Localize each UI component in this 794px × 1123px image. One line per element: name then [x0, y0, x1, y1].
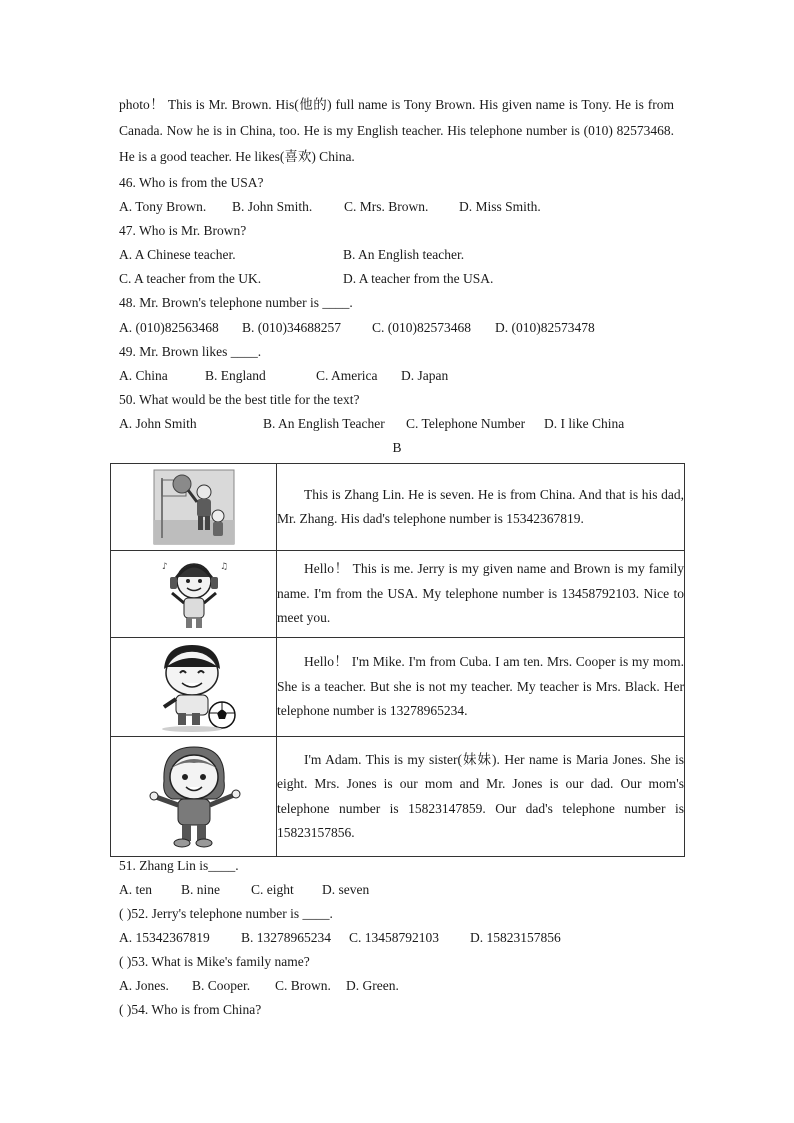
q47-option-d[interactable]: D. A teacher from the USA.	[343, 271, 494, 286]
q49-option-c[interactable]: C. America	[316, 368, 378, 383]
q53-option-d[interactable]: D. Green.	[346, 978, 399, 993]
q46-option-a[interactable]: A. Tony Brown.	[119, 199, 207, 214]
passage-mike: Hello！ I'm Mike. I'm from Cuba. I am ten. Mrs. Cooper is my mom. She is a teacher. But she is not my teacher. My teacher is Mrs. Black. Her telephone number is 13278965234.	[277, 654, 684, 719]
question-46-stem: 46. Who is from the USA?	[119, 175, 264, 190]
q47-option-b[interactable]: B. An English teacher.	[343, 247, 465, 262]
passage-a-text: photo！ This is Mr. Brown. His(他的) full name is Tony Brown. His given name is Tony. He is from Canada. Now he is in China, too. He is my English teacher. His telephone number is (010) 82573468. He is a good teacher. He likes(喜欢) China.	[119, 97, 674, 164]
girl-picture	[142, 741, 246, 853]
question-49-stem: 49. Mr. Brown likes ____.	[119, 344, 262, 359]
q50-option-c[interactable]: C. Telephone Number	[406, 416, 526, 431]
passage-zhang-lin: This is Zhang Lin. He is seven. He is from China. And that is his dad, Mr. Zhang. His dad's telephone number is 15342367819.	[277, 486, 684, 526]
q48-option-b[interactable]: B. (010)34688257	[242, 320, 341, 335]
question-47-stem: 47. Who is Mr. Brown?	[119, 223, 247, 238]
question-48-stem: 48. Mr. Brown's telephone number is ____.	[119, 295, 353, 310]
soccer-boy-picture	[146, 641, 242, 733]
q51-option-d[interactable]: D. seven	[322, 882, 370, 897]
question-52-stem: ( )52. Jerry's telephone number is ____.	[119, 906, 333, 921]
passage-adam: I'm Adam. This is my sister(妹妹). Her name is Maria Jones. She is eight. Mrs. Jones is our mom and Mr. Jones is our dad. Our mom's telephone number is 15823147859. Our dad's telephone number is 15823157856.	[277, 751, 684, 840]
q50-option-b[interactable]: B. An English Teacher	[263, 416, 385, 431]
q48-option-d[interactable]: D. (010)82573478	[495, 320, 595, 335]
headphone-boy-picture	[154, 555, 234, 633]
q51-option-a[interactable]: A. ten	[119, 882, 152, 897]
q50-option-d[interactable]: D. I like China	[544, 416, 625, 431]
table-cell-picture	[111, 737, 277, 857]
q51-option-b[interactable]: B. nine	[181, 882, 220, 897]
table-cell-text	[277, 551, 685, 638]
section-b-label: B	[392, 440, 402, 455]
q52-option-c[interactable]: C. 13458792103	[349, 930, 440, 945]
question-51-stem: 51. Zhang Lin is____.	[119, 858, 239, 873]
passage-jerry: Hello！ This is me. Jerry is my given name and Brown is my family name. I'm from the USA. My telephone number is 13458792103. Nice to meet you.	[277, 561, 684, 626]
table-cell-picture	[111, 464, 277, 551]
q53-option-b[interactable]: B. Cooper.	[192, 978, 251, 993]
question-50-stem: 50. What would be the best title for the text?	[119, 392, 360, 407]
svg-text:♫: ♫	[219, 562, 228, 572]
q53-option-c[interactable]: C. Brown.	[275, 978, 331, 993]
q50-option-a[interactable]: A. John Smith	[119, 416, 197, 431]
table-row	[111, 638, 685, 737]
q48-option-a[interactable]: A. (010)82563468	[119, 320, 219, 335]
table-cell-text	[277, 464, 685, 551]
q52-option-d[interactable]: D. 15823157856	[470, 930, 561, 945]
q48-option-c[interactable]: C. (010)82573468	[372, 320, 471, 335]
q46-option-b[interactable]: B. John Smith.	[232, 199, 313, 214]
question-53-stem: ( )53. What is Mike's family name?	[119, 954, 310, 969]
table-cell-picture	[111, 551, 277, 638]
q49-option-a[interactable]: A. China	[119, 368, 168, 383]
q53-option-a[interactable]: A. Jones.	[119, 978, 169, 993]
q52-option-a[interactable]: A. 15342367819	[119, 930, 210, 945]
basketball-kid-picture	[152, 468, 236, 546]
q52-option-b[interactable]: B. 13278965234	[241, 930, 332, 945]
q49-option-d[interactable]: D. Japan	[401, 368, 449, 383]
table-cell-text	[277, 737, 685, 857]
table-row	[111, 551, 685, 638]
svg-text:♪: ♪	[161, 562, 168, 572]
q49-option-b[interactable]: B. England	[205, 368, 266, 383]
table-cell-picture	[111, 638, 277, 737]
q46-option-d[interactable]: D. Miss Smith.	[459, 199, 541, 214]
q51-option-c[interactable]: C. eight	[251, 882, 294, 897]
passages-table	[110, 463, 685, 857]
question-54-stem: ( )54. Who is from China?	[119, 1002, 262, 1017]
table-cell-text	[277, 638, 685, 737]
table-row	[111, 464, 685, 551]
table-row	[111, 737, 685, 857]
q47-option-a[interactable]: A. A Chinese teacher.	[119, 247, 236, 262]
q46-option-c[interactable]: C. Mrs. Brown.	[344, 199, 429, 214]
q47-option-c[interactable]: C. A teacher from the UK.	[119, 271, 262, 286]
